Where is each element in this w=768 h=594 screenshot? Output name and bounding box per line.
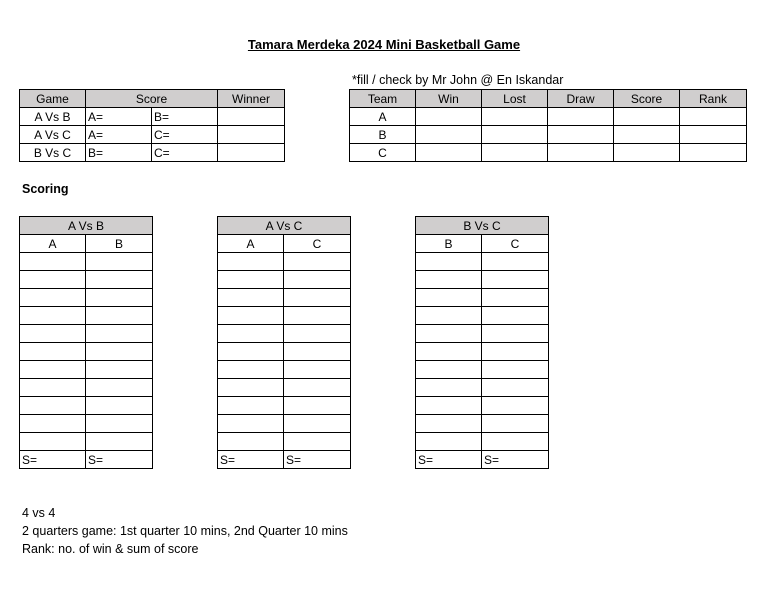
page-title: Tamara Merdeka 2024 Mini Basketball Game: [247, 37, 521, 52]
score-entry-cell[interactable]: [20, 397, 86, 415]
table-row: [218, 415, 351, 433]
score-entry-cell[interactable]: [284, 415, 351, 433]
table-row: [218, 253, 351, 271]
score-entry-cell[interactable]: [86, 379, 153, 397]
score-entry-cell[interactable]: [416, 379, 482, 397]
team-column-header: C: [482, 235, 549, 253]
score-entry-cell[interactable]: [482, 289, 549, 307]
game-cell: A Vs B: [20, 108, 86, 126]
score-entry-cell[interactable]: [218, 307, 284, 325]
score-entry-cell[interactable]: [416, 397, 482, 415]
score-cell[interactable]: [614, 108, 680, 126]
table-row: [218, 379, 351, 397]
score-entry-cell[interactable]: [482, 379, 549, 397]
table-row: [218, 397, 351, 415]
table-row: [350, 144, 747, 162]
score-entry-cell[interactable]: [284, 361, 351, 379]
score-entry-cell[interactable]: [218, 379, 284, 397]
score-entry-cell[interactable]: [86, 397, 153, 415]
team-column-header: A: [20, 235, 86, 253]
score-sheet-title: B Vs C: [416, 217, 549, 235]
score-cell[interactable]: [614, 126, 680, 144]
table-row: [20, 379, 153, 397]
win-cell[interactable]: [416, 126, 482, 144]
team-column-header: A: [218, 235, 284, 253]
score-entry-cell[interactable]: [20, 433, 86, 451]
table-row: [20, 271, 153, 289]
table-row: [218, 325, 351, 343]
winner-cell[interactable]: [218, 126, 285, 144]
score-entry-cell[interactable]: [218, 361, 284, 379]
table-row: [416, 253, 549, 271]
game-cell: B Vs C: [20, 144, 86, 162]
sum-row: [218, 451, 351, 469]
score-entry-cell[interactable]: [284, 433, 351, 451]
score-entry-cell[interactable]: [482, 361, 549, 379]
score-entry-cell[interactable]: [218, 325, 284, 343]
score-entry-cell[interactable]: [284, 397, 351, 415]
win-cell[interactable]: [416, 144, 482, 162]
score-entry-cell[interactable]: [284, 253, 351, 271]
sum-cell[interactable]: S=: [218, 451, 284, 469]
draw-cell[interactable]: [548, 144, 614, 162]
score-entry-cell[interactable]: [86, 433, 153, 451]
lost-cell[interactable]: [482, 108, 548, 126]
score-entry-cell[interactable]: [482, 253, 549, 271]
score-header: Score: [614, 90, 680, 108]
team-column-header: B: [416, 235, 482, 253]
score-entry-cell[interactable]: [416, 253, 482, 271]
score-entry-cell[interactable]: [86, 361, 153, 379]
score-entry-cell[interactable]: [218, 433, 284, 451]
game-header: Game: [20, 90, 86, 108]
draw-cell[interactable]: [548, 126, 614, 144]
table-row: [20, 108, 285, 126]
table-row: [416, 307, 549, 325]
table-row: [20, 325, 153, 343]
score-cell[interactable]: C=: [152, 144, 218, 162]
team-column-header: B: [86, 235, 153, 253]
team-header: Team: [350, 90, 416, 108]
score-entry-cell[interactable]: [218, 343, 284, 361]
score-entry-cell[interactable]: [20, 307, 86, 325]
table-row: [218, 307, 351, 325]
score-entry-cell[interactable]: [86, 415, 153, 433]
score-cell[interactable]: B=: [86, 144, 152, 162]
score-entry-cell[interactable]: [218, 253, 284, 271]
score-entry-cell[interactable]: [482, 397, 549, 415]
team-column-header: C: [284, 235, 351, 253]
sum-row: [20, 451, 153, 469]
score-sheet-b-vs-c: [415, 216, 549, 469]
table-row: [20, 343, 153, 361]
score-entry-cell[interactable]: [482, 307, 549, 325]
score-entry-cell[interactable]: [416, 325, 482, 343]
table-row: [416, 415, 549, 433]
score-entry-cell[interactable]: [86, 289, 153, 307]
table-row: [416, 271, 549, 289]
score-sheet-title: A Vs C: [218, 217, 351, 235]
table-row: [416, 361, 549, 379]
score-entry-cell[interactable]: [284, 343, 351, 361]
score-entry-cell[interactable]: [416, 415, 482, 433]
score-entry-cell[interactable]: [416, 433, 482, 451]
lost-cell[interactable]: [482, 144, 548, 162]
score-cell[interactable]: A=: [86, 108, 152, 126]
score-entry-cell[interactable]: [86, 343, 153, 361]
table-row: [416, 397, 549, 415]
score-entry-cell[interactable]: [416, 361, 482, 379]
footer-line-quarters: 2 quarters game: 1st quarter 10 mins, 2nd Quarter 10 mins: [22, 524, 348, 538]
score-entry-cell[interactable]: [218, 289, 284, 307]
winner-cell[interactable]: [218, 108, 285, 126]
score-entry-cell[interactable]: [86, 253, 153, 271]
table-row: [350, 108, 747, 126]
score-entry-cell[interactable]: [482, 271, 549, 289]
draw-header: Draw: [548, 90, 614, 108]
score-cell[interactable]: [614, 144, 680, 162]
score-entry-cell[interactable]: [284, 379, 351, 397]
score-cell[interactable]: A=: [86, 126, 152, 144]
footer-line-rank: Rank: no. of win & sum of score: [22, 542, 199, 556]
score-entry-cell[interactable]: [416, 289, 482, 307]
winner-header: Winner: [218, 90, 285, 108]
table-row: [20, 397, 153, 415]
score-entry-cell[interactable]: [416, 343, 482, 361]
team-cell: B: [350, 126, 416, 144]
standings-table-header: [350, 90, 747, 108]
game-cell: A Vs C: [20, 126, 86, 144]
lost-header: Lost: [482, 90, 548, 108]
table-row: [416, 325, 549, 343]
score-entry-cell[interactable]: [284, 325, 351, 343]
rank-header: Rank: [680, 90, 747, 108]
score-entry-cell[interactable]: [284, 307, 351, 325]
score-entry-cell[interactable]: [416, 271, 482, 289]
score-entry-cell[interactable]: [218, 397, 284, 415]
rank-cell[interactable]: [680, 144, 747, 162]
table-row: [20, 361, 153, 379]
table-row: [20, 289, 153, 307]
lost-cell[interactable]: [482, 126, 548, 144]
score-entry-cell[interactable]: [218, 415, 284, 433]
table-row: [416, 289, 549, 307]
table-row: [350, 126, 747, 144]
winner-cell[interactable]: [218, 144, 285, 162]
score-entry-cell[interactable]: [20, 271, 86, 289]
games-table: [19, 89, 285, 162]
standings-table: [349, 89, 747, 162]
games-table-header: [20, 90, 285, 108]
table-row: [218, 271, 351, 289]
score-entry-cell[interactable]: [86, 307, 153, 325]
footer-line-format: 4 vs 4: [22, 506, 56, 520]
score-entry-cell[interactable]: [218, 271, 284, 289]
table-row: [218, 361, 351, 379]
table-row: [218, 343, 351, 361]
score-entry-cell[interactable]: [20, 361, 86, 379]
score-entry-cell[interactable]: [482, 343, 549, 361]
table-row: [20, 307, 153, 325]
score-entry-cell[interactable]: [86, 325, 153, 343]
table-row: [218, 289, 351, 307]
table-row: [20, 144, 285, 162]
score-header: Score: [86, 90, 218, 108]
score-entry-cell[interactable]: [20, 415, 86, 433]
score-entry-cell[interactable]: [20, 325, 86, 343]
score-entry-cell[interactable]: [20, 289, 86, 307]
sum-cell[interactable]: S=: [284, 451, 351, 469]
score-entry-cell[interactable]: [482, 415, 549, 433]
score-entry-cell[interactable]: [482, 433, 549, 451]
score-entry-cell[interactable]: [20, 379, 86, 397]
win-cell[interactable]: [416, 108, 482, 126]
table-row: [20, 126, 285, 144]
win-header: Win: [416, 90, 482, 108]
sum-cell[interactable]: S=: [416, 451, 482, 469]
table-row: [416, 433, 549, 451]
rank-cell[interactable]: [680, 126, 747, 144]
score-cell[interactable]: B=: [152, 108, 218, 126]
table-row: [218, 433, 351, 451]
sum-cell[interactable]: S=: [482, 451, 549, 469]
sum-cell[interactable]: S=: [20, 451, 86, 469]
score-sheet-a-vs-b: [19, 216, 153, 469]
table-row: [20, 433, 153, 451]
sum-row: [416, 451, 549, 469]
fill-check-note: *fill / check by Mr John @ En Iskandar: [352, 73, 564, 87]
score-entry-cell[interactable]: [20, 343, 86, 361]
score-entry-cell[interactable]: [20, 253, 86, 271]
table-row: [416, 379, 549, 397]
table-row: [20, 415, 153, 433]
sum-cell[interactable]: S=: [86, 451, 153, 469]
score-entry-cell[interactable]: [416, 307, 482, 325]
score-entry-cell[interactable]: [284, 289, 351, 307]
table-row: [416, 343, 549, 361]
team-cell: C: [350, 144, 416, 162]
score-sheet-title: A Vs B: [20, 217, 153, 235]
score-entry-cell[interactable]: [86, 271, 153, 289]
score-entry-cell[interactable]: [482, 325, 549, 343]
rank-cell[interactable]: [680, 108, 747, 126]
team-cell: A: [350, 108, 416, 126]
score-cell[interactable]: C=: [152, 126, 218, 144]
table-row: [20, 253, 153, 271]
score-entry-cell[interactable]: [284, 271, 351, 289]
score-sheet-a-vs-c: [217, 216, 351, 469]
scoring-label: Scoring: [22, 182, 69, 196]
draw-cell[interactable]: [548, 108, 614, 126]
